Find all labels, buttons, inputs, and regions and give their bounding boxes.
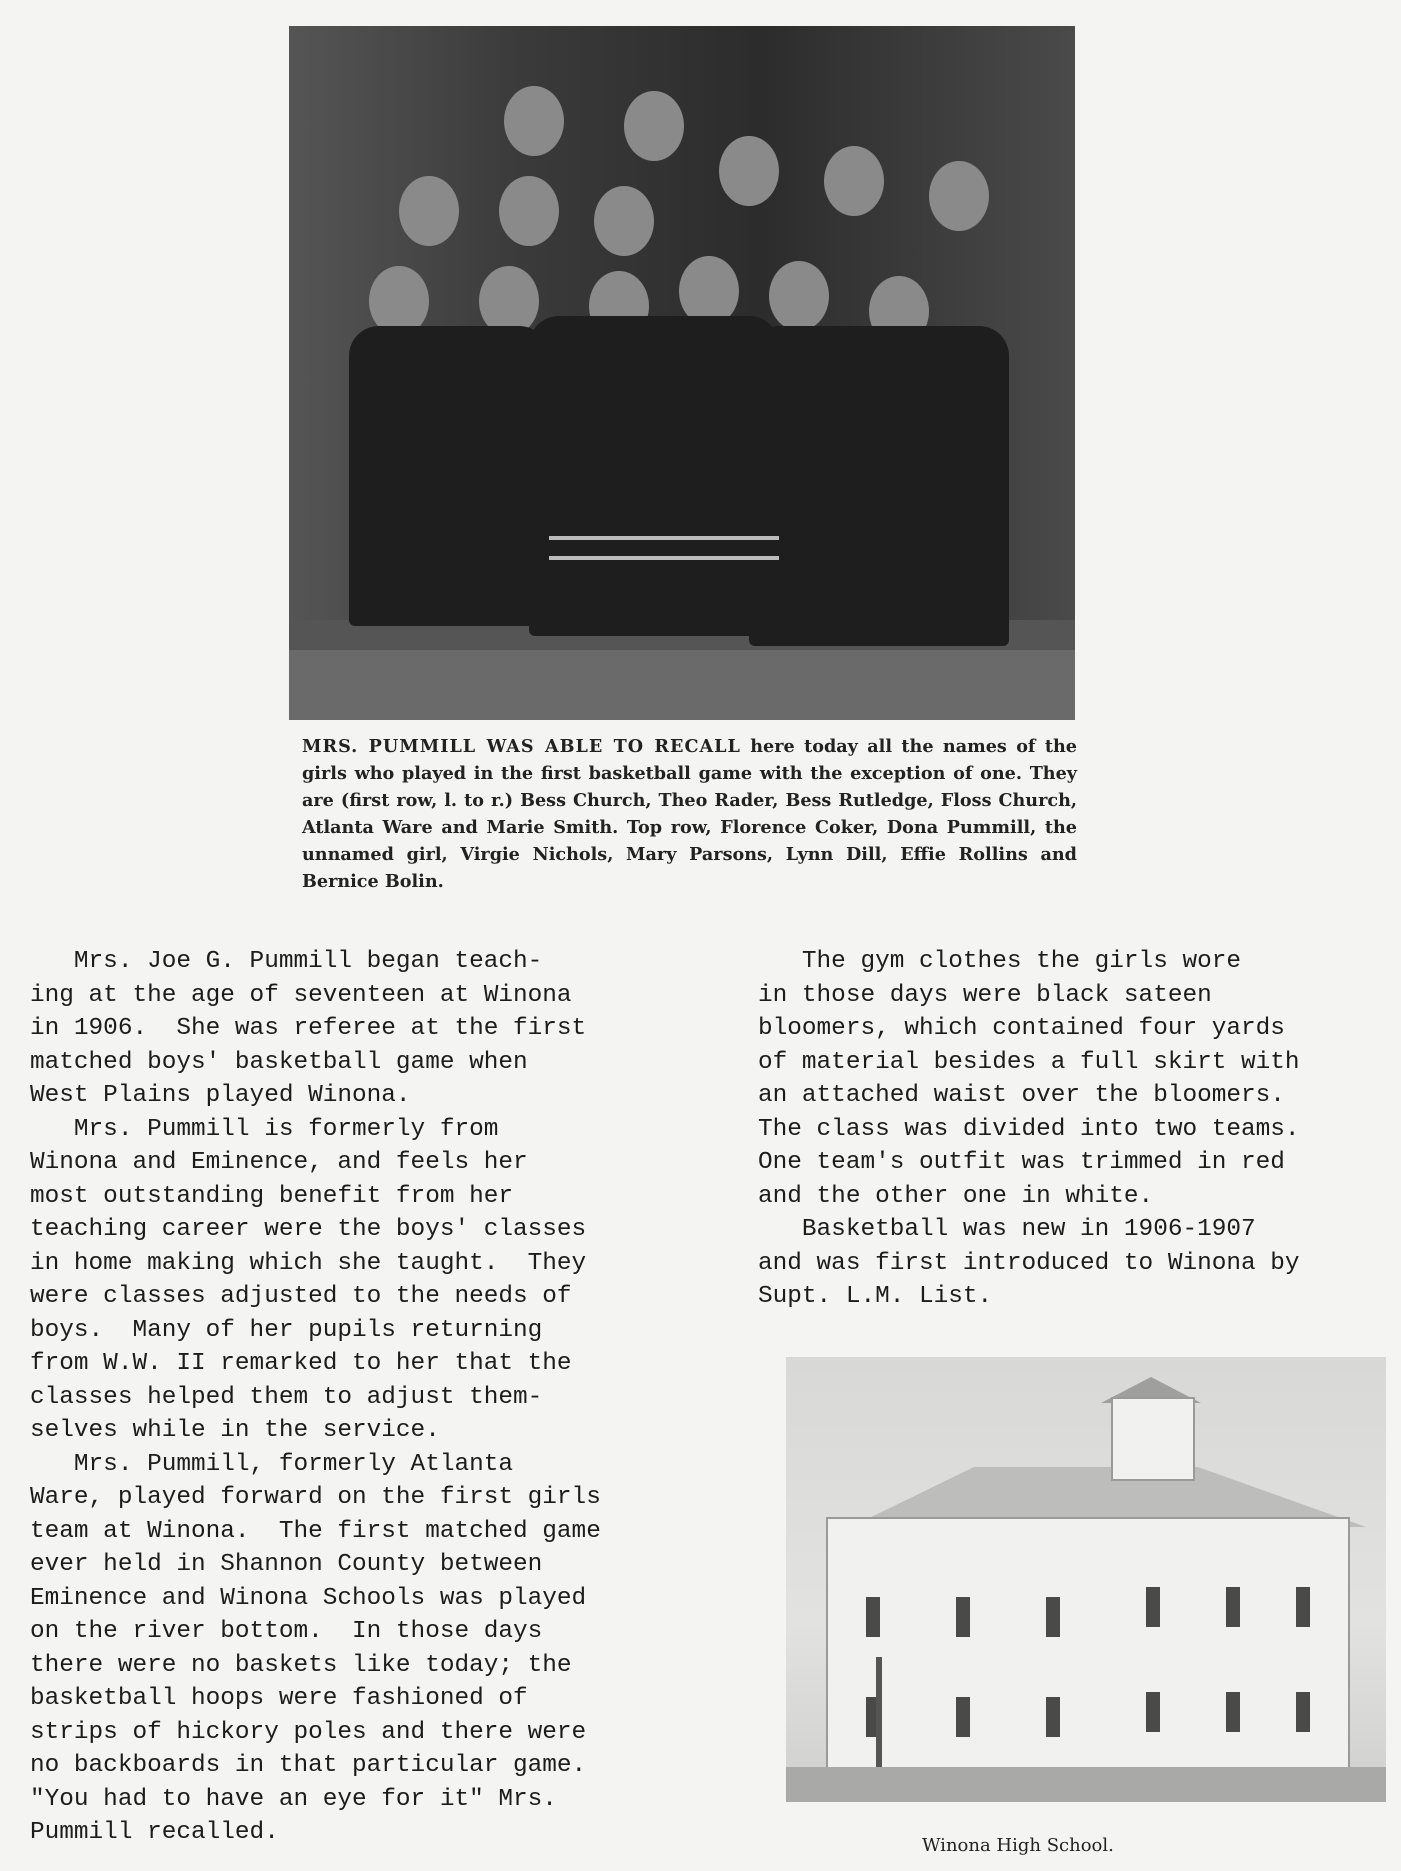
school-window [956, 1597, 970, 1637]
school-window [866, 1597, 880, 1637]
article-line: ever held in Shannon County between [30, 1551, 543, 1578]
article-line: Winona and Eminence, and feels her [30, 1149, 528, 1176]
photo-figure-body [529, 316, 779, 636]
photo-girls-group [329, 66, 1049, 656]
article-line: team at Winona. The first matched game [30, 1517, 601, 1545]
article-line: Basketball was new in 1906-1907 [758, 1216, 1256, 1243]
article-line: matched boys' basketball game when [30, 1048, 528, 1076]
school-window [956, 1697, 970, 1737]
photo-figure [719, 136, 779, 206]
school-window [1146, 1587, 1160, 1627]
school-cupola [1111, 1397, 1195, 1481]
article-line: there were no baskets like today; the [30, 1651, 572, 1679]
article-line: and was first introduced to Winona by [758, 1249, 1300, 1277]
school-photo-caption: Winona High School. [922, 1835, 1114, 1856]
article-line: teaching career were the boys' classes [30, 1216, 587, 1243]
article-line: most outstanding benefit from her [30, 1182, 514, 1210]
article-line: in home making which she taught. They [30, 1249, 587, 1277]
article-line: Mrs. Joe G. Pummill began teach- [30, 948, 543, 975]
skirt-trim [549, 536, 779, 540]
article-line: West Plains played Winona. [30, 1082, 411, 1109]
article-line: an attached waist over the bloomers. [758, 1082, 1285, 1109]
article-line: on the river bottom. In those days [30, 1618, 543, 1645]
article-line: "You had to have an eye for it" Mrs. [30, 1785, 557, 1813]
article-line: classes helped them to adjust them- [30, 1383, 543, 1411]
article-line: no backboards in that particular game. [30, 1752, 587, 1779]
school-building [826, 1517, 1350, 1771]
article-line: ing at the age of seventeen at Winona [30, 981, 572, 1009]
article-right-column [758, 945, 1300, 1314]
photo-figure-body [349, 326, 549, 626]
article-line: were classes adjusted to the needs of [30, 1283, 572, 1310]
school-window [1046, 1597, 1060, 1637]
article-line: basketball hoops were fashioned of [30, 1685, 528, 1712]
article-line: Pummill recalled. [30, 1819, 279, 1846]
article-line: The gym clothes the girls wore [758, 948, 1242, 975]
skirt-trim [549, 556, 779, 560]
article-line: Mrs. Pummill, formerly Atlanta [30, 1450, 514, 1478]
photo-figure [504, 86, 564, 156]
article-left-column [30, 945, 601, 1850]
article-line: boys. Many of her pupils returning [30, 1316, 543, 1344]
school-window [1296, 1692, 1310, 1732]
caption-text: here today all the names of the girls who played in the first basketball game with the exception of one. They are (first row, l. to r.) Bess Church, Theo Rader, Bess Rutledge, Floss Church, Atlanta Ware and Marie Smith. Top row, Florence Coker, Dona Pummill, the unnamed girl, Virgie Nichols, Mary Parsons, Lynn Dill, Effie Rollins and Bernice Bolin. [302, 736, 1077, 892]
school-window [1226, 1692, 1240, 1732]
photo-figure [624, 91, 684, 161]
article-line: strips of hickory poles and there were [30, 1718, 587, 1746]
article-line: in those days were black sateen [758, 981, 1212, 1009]
photo-figure [399, 176, 459, 246]
school-photo [786, 1357, 1386, 1802]
school-window [1226, 1587, 1240, 1627]
article-line: of material besides a full skirt with [758, 1048, 1300, 1076]
team-photo-caption [302, 733, 1077, 895]
article-line: The class was divided into two teams. [758, 1115, 1300, 1143]
article-line: Mrs. Pummill is formerly from [30, 1115, 499, 1143]
school-window [1146, 1692, 1160, 1732]
photo-figure [594, 186, 654, 256]
photo-figure [499, 176, 559, 246]
school-tree [876, 1657, 882, 1767]
photo-figure [769, 261, 829, 331]
photo-step-lower [289, 650, 1075, 720]
article-line: Supt. L.M. List. [758, 1283, 993, 1310]
photo-figure-body [749, 326, 1009, 646]
team-photo [289, 26, 1075, 720]
article-line: Eminence and Winona Schools was played [30, 1584, 587, 1612]
caption-lead: MRS. PUMMILL WAS ABLE TO RECALL [302, 736, 741, 757]
article-line: and the other one in white. [758, 1182, 1154, 1210]
photo-figure [824, 146, 884, 216]
school-ground [786, 1767, 1386, 1802]
school-window [1296, 1587, 1310, 1627]
article-line: One team's outfit was trimmed in red [758, 1149, 1285, 1176]
article-line: from W.W. II remarked to her that the [30, 1350, 572, 1377]
school-window [1046, 1697, 1060, 1737]
article-line: in 1906. She was referee at the first [30, 1015, 587, 1042]
article-line: selves while in the service. [30, 1417, 440, 1444]
article-line: bloomers, which contained four yards [758, 1015, 1285, 1042]
article-line: Ware, played forward on the first girls [30, 1484, 601, 1511]
photo-figure [929, 161, 989, 231]
